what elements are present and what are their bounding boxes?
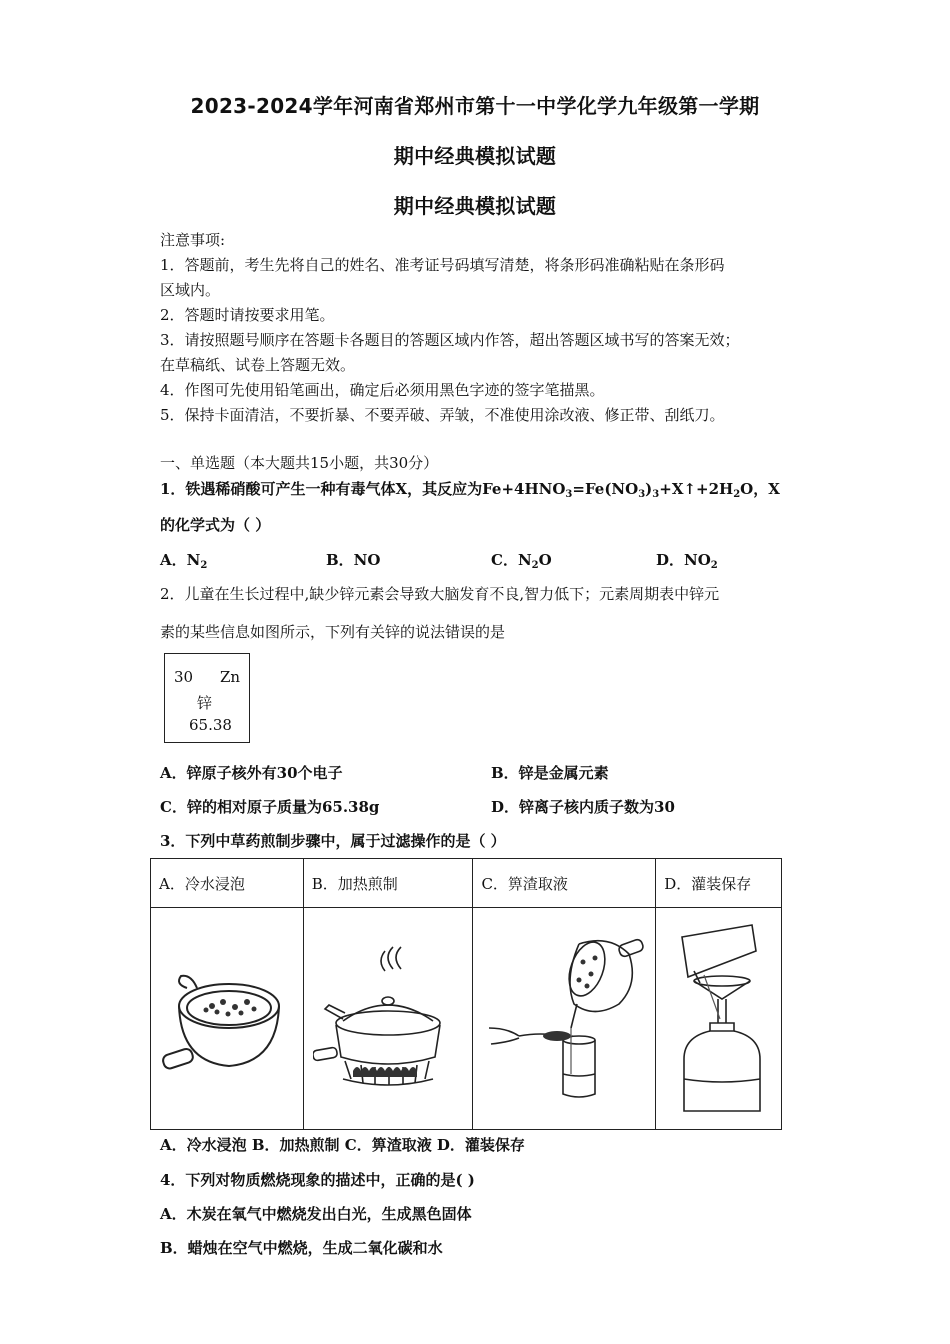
- q1-option-d: D．$NO_2$: [656, 551, 718, 571]
- element-symbol: Zn: [220, 668, 241, 686]
- header-heat-decoct: B．加热煎制: [303, 859, 473, 908]
- header-strain-liquid: C．箅渣取液: [473, 859, 656, 908]
- q2-option-b: B．锌是金属元素: [491, 764, 609, 782]
- cell-strain-liquid: [473, 908, 656, 1130]
- bottling-illustration: [664, 919, 774, 1119]
- q4-option-a: A．木炭在氧气中燃烧发出白光，生成黑色固体: [160, 1205, 472, 1223]
- q2-text-line2: 素的某些信息如图所示，下列有关锌的说法错误的是: [160, 623, 506, 641]
- section-heading: 一、单选题（本大题共15小题，共30分）: [160, 454, 439, 472]
- atomic-number: 30: [174, 668, 194, 686]
- notice-item: 在草稿纸、试卷上答题无效。: [160, 356, 356, 374]
- q2-option-a: A．锌原子核外有30个电子: [160, 764, 343, 782]
- doc-title-line2: 期中经典模拟试题: [393, 144, 557, 168]
- q2-option-c: C．锌的相对原子质量为65.38g: [160, 798, 380, 816]
- doc-title-line3: 期中经典模拟试题: [393, 194, 557, 218]
- q1-option-a: A．$N_2$: [160, 551, 208, 571]
- q3-options: A．冷水浸泡 B．加热煎制 C．箅渣取液 D．灌装保存: [160, 1136, 525, 1154]
- q1-option-b: B．NO: [326, 551, 381, 569]
- notice-item: 5．保持卡面清洁，不要折暴、不要弄破、弄皱，不准使用涂改液、修正带、刮纸刀。: [160, 406, 725, 424]
- q2-option-d: D．锌离子核内质子数为30: [491, 798, 675, 816]
- notice-item: 2．答题时请按要求用笔。: [160, 306, 335, 324]
- q4-option-b: B．蜡烛在空气中燃烧，生成二氧化碳和水: [160, 1239, 443, 1257]
- straining-illustration: [479, 924, 649, 1114]
- zinc-element-card: [164, 653, 250, 743]
- q1-text-line2: 的化学式为（ ）: [160, 516, 271, 534]
- element-name: 锌: [197, 694, 213, 712]
- header-bottle-store: D．灌装保存: [656, 859, 782, 908]
- notice-item: 3．请按照题号顺序在答题卡各题目的答题区域内作答，超出答题区域书写的答案无效；: [160, 331, 740, 349]
- cell-bottle-store: [656, 908, 782, 1130]
- q3-text: 3．下列中草药煎制步骤中，属于过滤操作的是（ ）: [160, 832, 506, 850]
- cell-heat-decoct: [303, 908, 473, 1130]
- q3-steps-table: [150, 858, 782, 1130]
- notice-item: 1．答题前，考生先将自己的姓名、准考证号码填写清楚，将条形码准确粘贴在条形码: [160, 256, 725, 274]
- notice-item: 区域内。: [160, 281, 221, 299]
- q1-text: 1．铁遇稀硝酸可产生一种有毒气体X，其反应为$Fe+4HNO_3=Fe(NO_3)_3+X↑+2H_2O$，X: [160, 480, 780, 500]
- notice-heading: 注意事项:: [160, 231, 226, 249]
- doc-title-line1: 2023-2024学年河南省郑州市第十一中学化学九年级第一学期: [190, 94, 760, 118]
- header-cold-soak: A．冷水浸泡: [151, 859, 304, 908]
- notice-item: 4．作图可先使用铅笔画出，确定后必须用黑色字迹的签字笔描黑。: [160, 381, 605, 399]
- cell-cold-soak: [151, 908, 304, 1130]
- q4-text: 4．下列对物质燃烧现象的描述中，正确的是( ): [160, 1171, 475, 1189]
- atomic-mass: 65.38: [189, 716, 232, 734]
- soaking-pot-illustration: [157, 944, 297, 1094]
- q1-option-c: C．$N_2O$: [491, 551, 552, 571]
- heating-pot-illustration: [313, 939, 463, 1099]
- q2-text: 2．儿童在生长过程中,缺少锌元素会导致大脑发育不良,智力低下；元素周期表中锌元: [160, 585, 720, 603]
